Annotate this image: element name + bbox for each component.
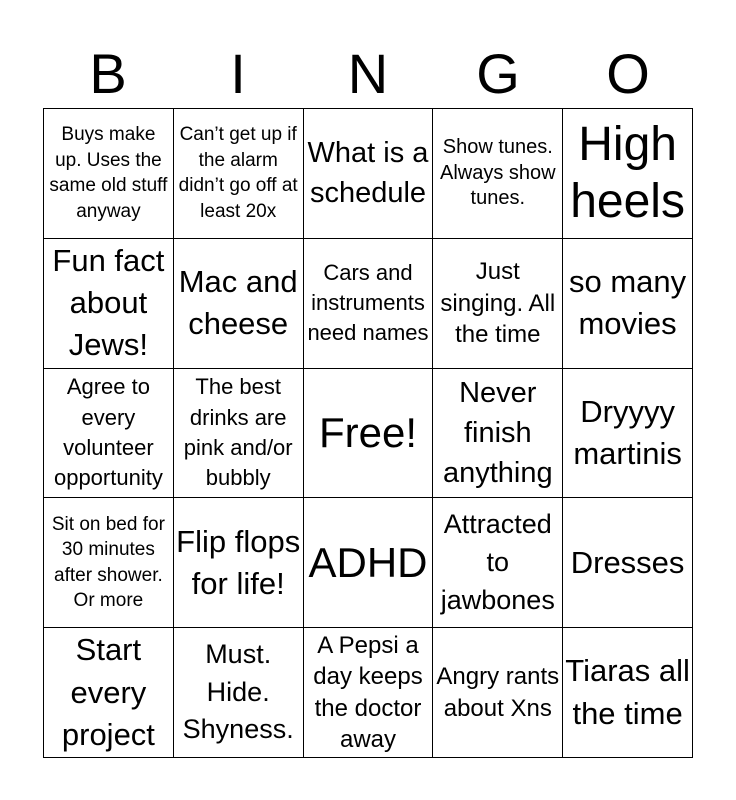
cell-text: High heels — [570, 117, 685, 229]
cell-text: Flip flops for life! — [176, 523, 301, 601]
bingo-cell[interactable] — [563, 369, 693, 499]
cell-text: so many movies — [569, 264, 687, 342]
header-letter-i: I — [230, 42, 246, 105]
cell-text: Never finish anything — [442, 376, 553, 489]
cell-text: Just singing. All the time — [440, 258, 556, 348]
cell-text: Tiaras all the time — [565, 653, 690, 731]
bingo-cell[interactable] — [44, 369, 174, 499]
header-letter-b: B — [89, 42, 127, 105]
header-letter-g: G — [476, 42, 520, 105]
cell-text: Attracted to jawbones — [440, 509, 555, 615]
bingo-cell[interactable] — [433, 109, 563, 239]
cell-text: Agree to every volunteer opportunity — [53, 374, 163, 491]
bingo-cell[interactable] — [433, 369, 563, 499]
header-letter-o: O — [606, 42, 650, 105]
bingo-cell[interactable] — [44, 109, 174, 239]
cell-text: Buys make up. Uses the same old stuff anyway — [49, 124, 168, 223]
bingo-cell[interactable] — [174, 239, 304, 369]
cell-text: Free! — [318, 408, 417, 456]
cell-text: Dryyyy martinis — [573, 393, 682, 471]
cell-text: Start every project — [61, 632, 155, 752]
cell-text: Dresses — [570, 544, 685, 580]
bingo-cell[interactable] — [44, 498, 174, 628]
bingo-cell[interactable] — [304, 498, 434, 628]
bingo-cell[interactable] — [433, 498, 563, 628]
bingo-cell[interactable] — [174, 628, 304, 758]
cell-text: Must. Hide. Shyness. — [182, 638, 294, 745]
bingo-cell[interactable] — [174, 109, 304, 239]
bingo-cell[interactable] — [44, 628, 174, 758]
bingo-cell[interactable] — [563, 239, 693, 369]
bingo-cell[interactable] — [174, 369, 304, 499]
bingo-cell[interactable] — [563, 628, 693, 758]
bingo-cell[interactable] — [304, 628, 434, 758]
cell-text: Can’t get up if the alarm didn’t go off at least 20x — [178, 124, 298, 223]
cell-text: Cars and instruments need names — [307, 259, 429, 346]
bingo-cell[interactable] — [304, 109, 434, 239]
cell-text: What is a schedule — [307, 137, 429, 210]
cell-text: Fun fact about Jews! — [52, 242, 165, 363]
cell-text: Mac and cheese — [178, 264, 298, 342]
cell-text: Show tunes. Always show tunes. — [439, 136, 556, 210]
cell-text: The best drinks are pink and/or bubbly — [183, 374, 293, 491]
bingo-header — [43, 40, 693, 108]
bingo-cell[interactable] — [433, 628, 563, 758]
bingo-cell[interactable] — [563, 109, 693, 239]
bingo-cell[interactable] — [174, 498, 304, 628]
cell-text: ADHD — [308, 538, 428, 586]
bingo-cell[interactable] — [563, 498, 693, 628]
cell-text: Sit on bed for 30 minutes after shower. Or more — [51, 513, 165, 612]
bingo-cell[interactable] — [44, 239, 174, 369]
header-letter-n: N — [347, 42, 389, 105]
bingo-board — [43, 108, 693, 758]
cell-text: A Pepsi a day keeps the doctor away — [313, 632, 423, 753]
cell-text: Angry rants about Xns — [436, 663, 560, 722]
free-space[interactable] — [304, 369, 434, 499]
bingo-cell[interactable] — [433, 239, 563, 369]
bingo-cell[interactable] — [304, 239, 434, 369]
